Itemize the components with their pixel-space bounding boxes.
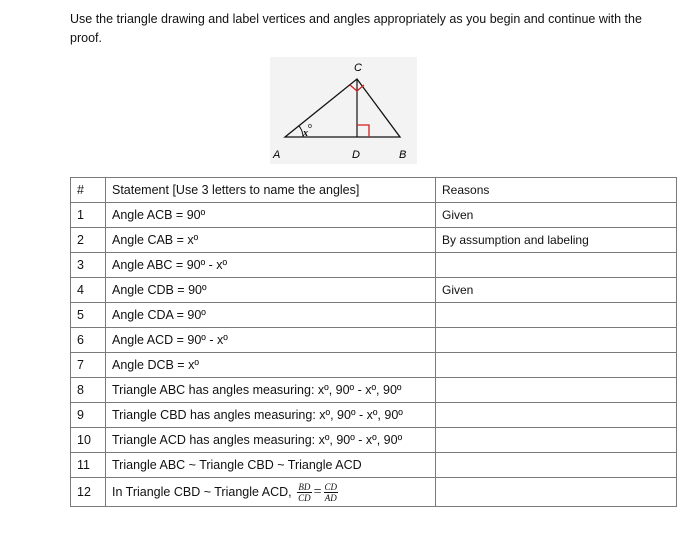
row-statement: Angle CAB = xº: [106, 228, 436, 253]
header-num: #: [71, 178, 106, 203]
row-statement: Angle CDB = 90º: [106, 278, 436, 303]
table-row: [71, 328, 677, 353]
row-reason: [436, 253, 677, 278]
vertex-b-label: B: [399, 149, 407, 161]
triangle-diagram: [270, 57, 417, 164]
instructions-text: Use the triangle drawing and label vertices and angles appropriately as you begin and continue with the proof.: [70, 12, 642, 45]
table-row: [71, 303, 677, 328]
fraction-denominator: AD: [324, 492, 337, 503]
row-number: 3: [71, 253, 106, 278]
table-row-ratio: [71, 478, 677, 507]
row-reason: [436, 453, 677, 478]
fraction-numerator: BD: [298, 481, 311, 492]
row-reason: [436, 428, 677, 453]
table-row: [71, 428, 677, 453]
row-statement: Angle ACD = 90º - xº: [106, 328, 436, 353]
row-number: 4: [71, 278, 106, 303]
row-number: 2: [71, 228, 106, 253]
row-reason: [436, 303, 677, 328]
fraction-numerator: CD: [324, 481, 338, 492]
row-statement: Triangle CBD has angles measuring: xº, 90º - xº, 90º: [106, 403, 436, 428]
row-reason: [436, 378, 677, 403]
row-statement: Triangle ACD has angles measuring: xº, 90º - xº, 90º: [106, 428, 436, 453]
table-row: [71, 253, 677, 278]
row-number: 5: [71, 303, 106, 328]
table-row: [71, 453, 677, 478]
row-reason: Given: [436, 203, 677, 228]
row-reason: [436, 478, 677, 507]
row-statement: Angle DCB = xº: [106, 353, 436, 378]
row-number: 8: [71, 378, 106, 403]
row-reason: By assumption and labeling: [436, 228, 677, 253]
row-statement: Angle CDA = 90º: [106, 303, 436, 328]
row-reason: Given: [436, 278, 677, 303]
row-number: 10: [71, 428, 106, 453]
row-reason: [436, 403, 677, 428]
table-row: [71, 353, 677, 378]
row-reason: [436, 353, 677, 378]
triangle-figure: [270, 57, 417, 164]
header-reason: Reasons: [436, 178, 677, 203]
row-number: 11: [71, 453, 106, 478]
fraction-denominator: CD: [298, 492, 311, 503]
row-number: 7: [71, 353, 106, 378]
row-number: 6: [71, 328, 106, 353]
vertex-c-label: C: [354, 62, 362, 74]
header-statement: Statement [Use 3 letters to name the angles]: [106, 178, 436, 203]
equals-sign: =: [313, 484, 322, 499]
table-row: [71, 203, 677, 228]
angle-x-label: x: [303, 128, 308, 139]
table-row: [71, 278, 677, 303]
vertex-d-label: D: [352, 149, 360, 161]
vertex-a-label: A: [273, 149, 281, 161]
row-reason: [436, 328, 677, 353]
row-statement-ratio: [106, 478, 436, 507]
right-angle-mark-d: [357, 125, 369, 137]
fraction-bd-cd: [297, 482, 312, 503]
table-row: [71, 378, 677, 403]
table-row: [71, 228, 677, 253]
table-row: [71, 403, 677, 428]
proof-table: [70, 177, 677, 507]
degree-label: o: [308, 123, 312, 130]
header-row: [71, 178, 677, 203]
row-number: 1: [71, 203, 106, 228]
fraction-cd-ad: [324, 482, 339, 503]
ratio-prefix: In Triangle CBD ~ Triangle ACD,: [112, 484, 296, 499]
row-statement: Angle ACB = 90º: [106, 203, 436, 228]
row-number: 12: [71, 478, 106, 507]
row-number: 9: [71, 403, 106, 428]
row-statement: Triangle ABC has angles measuring: xº, 90º - xº, 90º: [106, 378, 436, 403]
row-statement: Angle ABC = 90º - xº: [106, 253, 436, 278]
row-statement: Triangle ABC ~ Triangle CBD ~ Triangle ACD: [106, 453, 436, 478]
